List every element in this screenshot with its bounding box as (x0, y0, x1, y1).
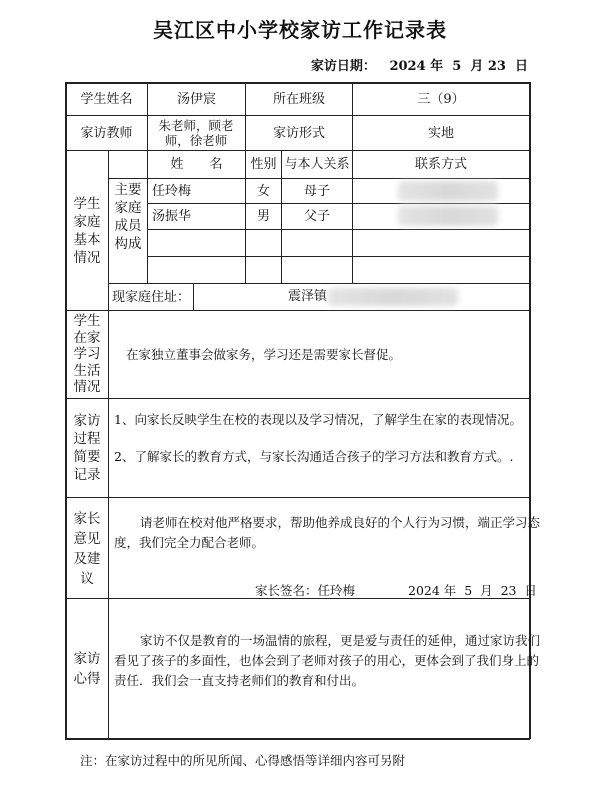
member-gender: 女 (256, 183, 270, 199)
process-item-2: 2、了解家长的教育方式，与家长沟通适合孩子的学习方法和教育方式。. (114, 449, 514, 464)
reflection-line2: 看见了孩子的多面性，也体会到了老师对孩子的用心，更体会到了我们身上的 (114, 653, 540, 668)
row-line (65, 497, 530, 498)
life-section-label: 学生在家学习生活情况 (73, 313, 101, 396)
col-line (108, 310, 109, 738)
parent-sign-date: 2024 年 5 月 23 日 (408, 583, 537, 598)
form-title: 吴江区中小学校家访工作记录表 (153, 18, 447, 42)
member-gender: 男 (256, 209, 270, 224)
address-value: 震泽镇 (288, 289, 328, 304)
family-members-label: 主要家庭成员构成 (114, 182, 142, 252)
table-border-left (65, 82, 67, 739)
row-line (147, 229, 530, 230)
row-line (147, 256, 530, 257)
footer-note: 注：在家访过程中的所见所闻、心得感悟等详细内容可另附 (80, 753, 406, 768)
process-item-1: 1、向家长反映学生在校的表现以及学习情况，了解学生在家的表现情况。 (114, 412, 522, 427)
contact-redacted (398, 206, 498, 226)
teacher-label: 家访教师 (80, 125, 133, 141)
row-line (65, 310, 530, 311)
address-label: 现家庭住址： (111, 289, 190, 305)
life-section-text: 在家独立董事会做家务，学习还是需要家长督促。 (126, 347, 402, 362)
col-line (193, 283, 194, 310)
reflection-line3: 责任．我们会一直支持老师们的教育和付出。 (114, 673, 365, 688)
table-border-bottom (65, 738, 530, 740)
col-header-contact: 联系方式 (414, 157, 467, 172)
visit-date: 家访日期： 2024 年 5 月 23 日 (310, 59, 528, 74)
col-header-name: 姓 名 (170, 157, 223, 172)
visit-form-value: 实地 (427, 125, 454, 141)
reflection-line1: 家访不仅是教育的一场温情的旅程，更是爱与责任的延伸，通过家访我们 (140, 633, 541, 648)
parent-opinion-line1: 请老师在校对他严格要求，帮助他养成良好的个人行为习惯，端正学习态 (140, 515, 541, 530)
family-section-label: 学生家庭基本情况 (73, 195, 101, 266)
visit-form-label: 家访形式 (272, 125, 325, 141)
reflection-section-label: 家访心得 (73, 650, 101, 687)
class-label: 所在班级 (272, 91, 325, 107)
col-header-gender: 性别 (250, 157, 277, 172)
parent-opinion-line2: 度，我们完全力配合老师。 (114, 535, 265, 550)
member-name: 任玲梅 (152, 183, 192, 199)
student-name-label: 学生姓名 (80, 91, 133, 107)
contact-redacted (398, 181, 498, 201)
member-relation: 母子 (303, 183, 330, 199)
student-name-value: 汤伊宸 (176, 91, 216, 107)
member-name: 汤振华 (152, 209, 192, 224)
parent-signature: 家长签名：任玲梅 (255, 583, 356, 598)
process-section-label: 家访过程简要记录 (73, 413, 101, 483)
member-relation: 父子 (303, 209, 330, 224)
class-value: 三（9） (417, 91, 465, 107)
row-line (65, 398, 530, 399)
parent-section-label: 家长意见及建议 (73, 510, 101, 587)
teacher-names: 朱老师，顾老师，徐老师 (158, 118, 234, 148)
col-header-relation: 与本人关系 (284, 157, 350, 172)
address-redacted (328, 288, 458, 306)
